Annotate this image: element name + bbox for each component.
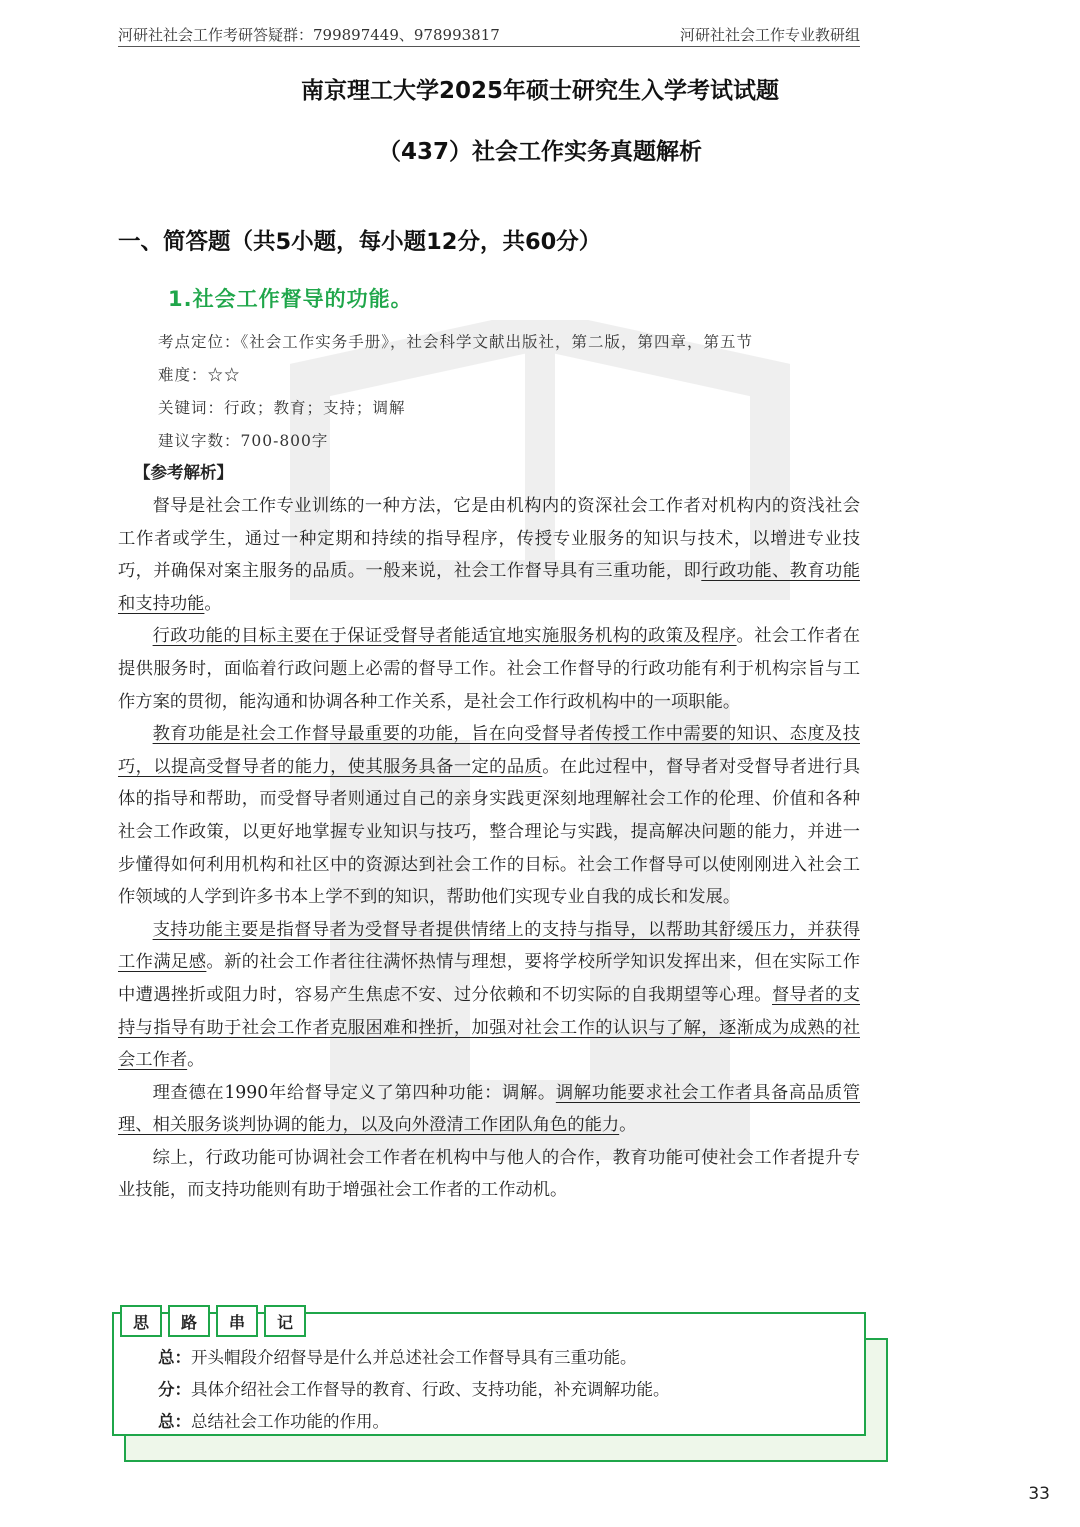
underlined-text: 督导者的支持与指导有助于社会工作者克服困难和挫折，加强对社会工作的认识与了解，逐渐成为成熟的社会工作者 [118, 984, 860, 1071]
underlined-text: 支持功能主要是指督导者为受督导者提供情绪上的支持与指导，以帮助其舒缓压力，并获得工作满足感 [118, 919, 860, 973]
summary-line-text: 开头帽段介绍督导是什么并总述社会工作督导具有三重功能。 [191, 1348, 637, 1367]
paragraph-supportive [118, 914, 860, 1077]
summary-tag: 串 [216, 1305, 258, 1337]
text-run: 。在此过程中，督导者对受督导者进行具体的指导和帮助，而受督导者则通过自己的亲身实践更深刻地理解社会工作的伦理、价值和各种社会工作政策，以更好地掌握专业知识与技巧，整合理论与实践，提高解决问题的能力，并进一步懂得如何利用机构和社区中的资源达到社会工作的目标。社会工作督导可以使刚刚进入社会工作领域的人学到许多书本上学不到的知识，帮助他们实现专业自我的成长和发展。 [118, 756, 860, 908]
underlined-text: 行政功能、教育功能和支持功能 [118, 561, 860, 614]
page-number: 33 [1028, 1484, 1050, 1504]
header-left-text: 河研社社会工作考研答疑群：799897449、978993817 [118, 26, 500, 44]
underlined-text: 行政功能的目标主要在于保证受督导者能适宜地实施服务机构的政策及程序 [152, 626, 737, 647]
exam-subtitle: （437）社会工作实务真题解析 [377, 139, 702, 165]
text-run: 理查德在1990年给督导定义了第四种功能：调解。 [152, 1082, 556, 1103]
summary-line [158, 1344, 637, 1368]
text-run: 。 [619, 1115, 637, 1136]
summary-box-tags [120, 1305, 312, 1337]
paragraph-conclusion: 综上，行政功能可协调社会工作者在机构中与他人的合作，教育功能可使社会工作者提升专业技能，而支持功能则有助于增强社会工作者的工作动机。 [118, 1147, 860, 1201]
text-run: 。社会工作者在提供服务时，面临着行政问题上必需的督导工作。社会工作督导的行政功能有利于机构宗旨与工作方案的贯彻，能沟通和协调各种工作关系，是社会工作行政机构中的一项职能。 [118, 626, 860, 712]
text-run: 。新的社会工作者往往满怀热情与理想，要将学校所学知识发挥出来，但在实际工作中遭遇挫折或阻力时，容易产生焦虑不安、过分依赖和不切实际的自我期望等心理。 [118, 952, 860, 1005]
reference-label: 【参考解析】 [134, 463, 233, 482]
summary-line-label: 总： [158, 1348, 191, 1367]
summary-line-text: 总结社会工作功能的作用。 [191, 1412, 389, 1431]
summary-line-text: 具体介绍社会工作督导的教育、行政、支持功能，补充调解功能。 [191, 1380, 670, 1399]
summary-tag: 思 [120, 1305, 162, 1337]
summary-line-label: 分： [158, 1380, 191, 1399]
meta-location: 考点定位：《社会工作实务手册》，社会科学文献出版社，第二版，第四章，第五节 [158, 333, 754, 351]
summary-line-label: 总： [158, 1412, 191, 1431]
underlined-text: 调解功能要求社会工作者具备高品质管理、相关服务谈判协调的能力，以及向外澄清工作团队角色的能力 [118, 1082, 860, 1136]
page-header [118, 22, 860, 47]
text-run: 督导是社会工作专业训练的一种方法，它是由机构内的资深社会工作者对机构内的资浅社会工作者或学生，通过一种定期和持续的指导程序，传授专业服务的知识与技术，以增进专业技巧，并确保对案主服务的品质。一般来说，社会工作督导具有三重功能，即 [118, 496, 860, 582]
answer-body [118, 490, 860, 1207]
summary-tag: 路 [168, 1305, 210, 1337]
paragraph-educational [118, 718, 860, 914]
meta-word-count: 建议字数：700-800字 [158, 432, 329, 450]
question-title: 1.社会工作督导的功能。 [168, 287, 413, 311]
summary-line [158, 1408, 389, 1432]
meta-keywords: 关键词：行政；教育；支持；调解 [158, 399, 406, 417]
underlined-text: 教育功能是社会工作督导最重要的功能，旨在向受督导者传授工作中需要的知识、态度及技巧，以提高受督导者的能力，使其服务具备一定的品质 [118, 724, 860, 777]
header-right-text: 河研社社会工作专业教研组 [679, 26, 860, 44]
meta-difficulty: 难度：☆☆ [158, 366, 241, 384]
text-run: 。 [187, 1050, 205, 1071]
paragraph-mediation [118, 1077, 860, 1142]
paragraph-administrative [118, 620, 860, 718]
exam-title: 南京理工大学2025年硕士研究生入学考试试题 [300, 78, 779, 104]
paragraph-intro [118, 490, 860, 620]
summary-line [158, 1376, 670, 1400]
summary-tag: 记 [264, 1305, 306, 1337]
section-heading: 一、简答题（共5小题，每小题12分，共60分） [118, 229, 602, 255]
text-run: 。 [204, 593, 222, 614]
